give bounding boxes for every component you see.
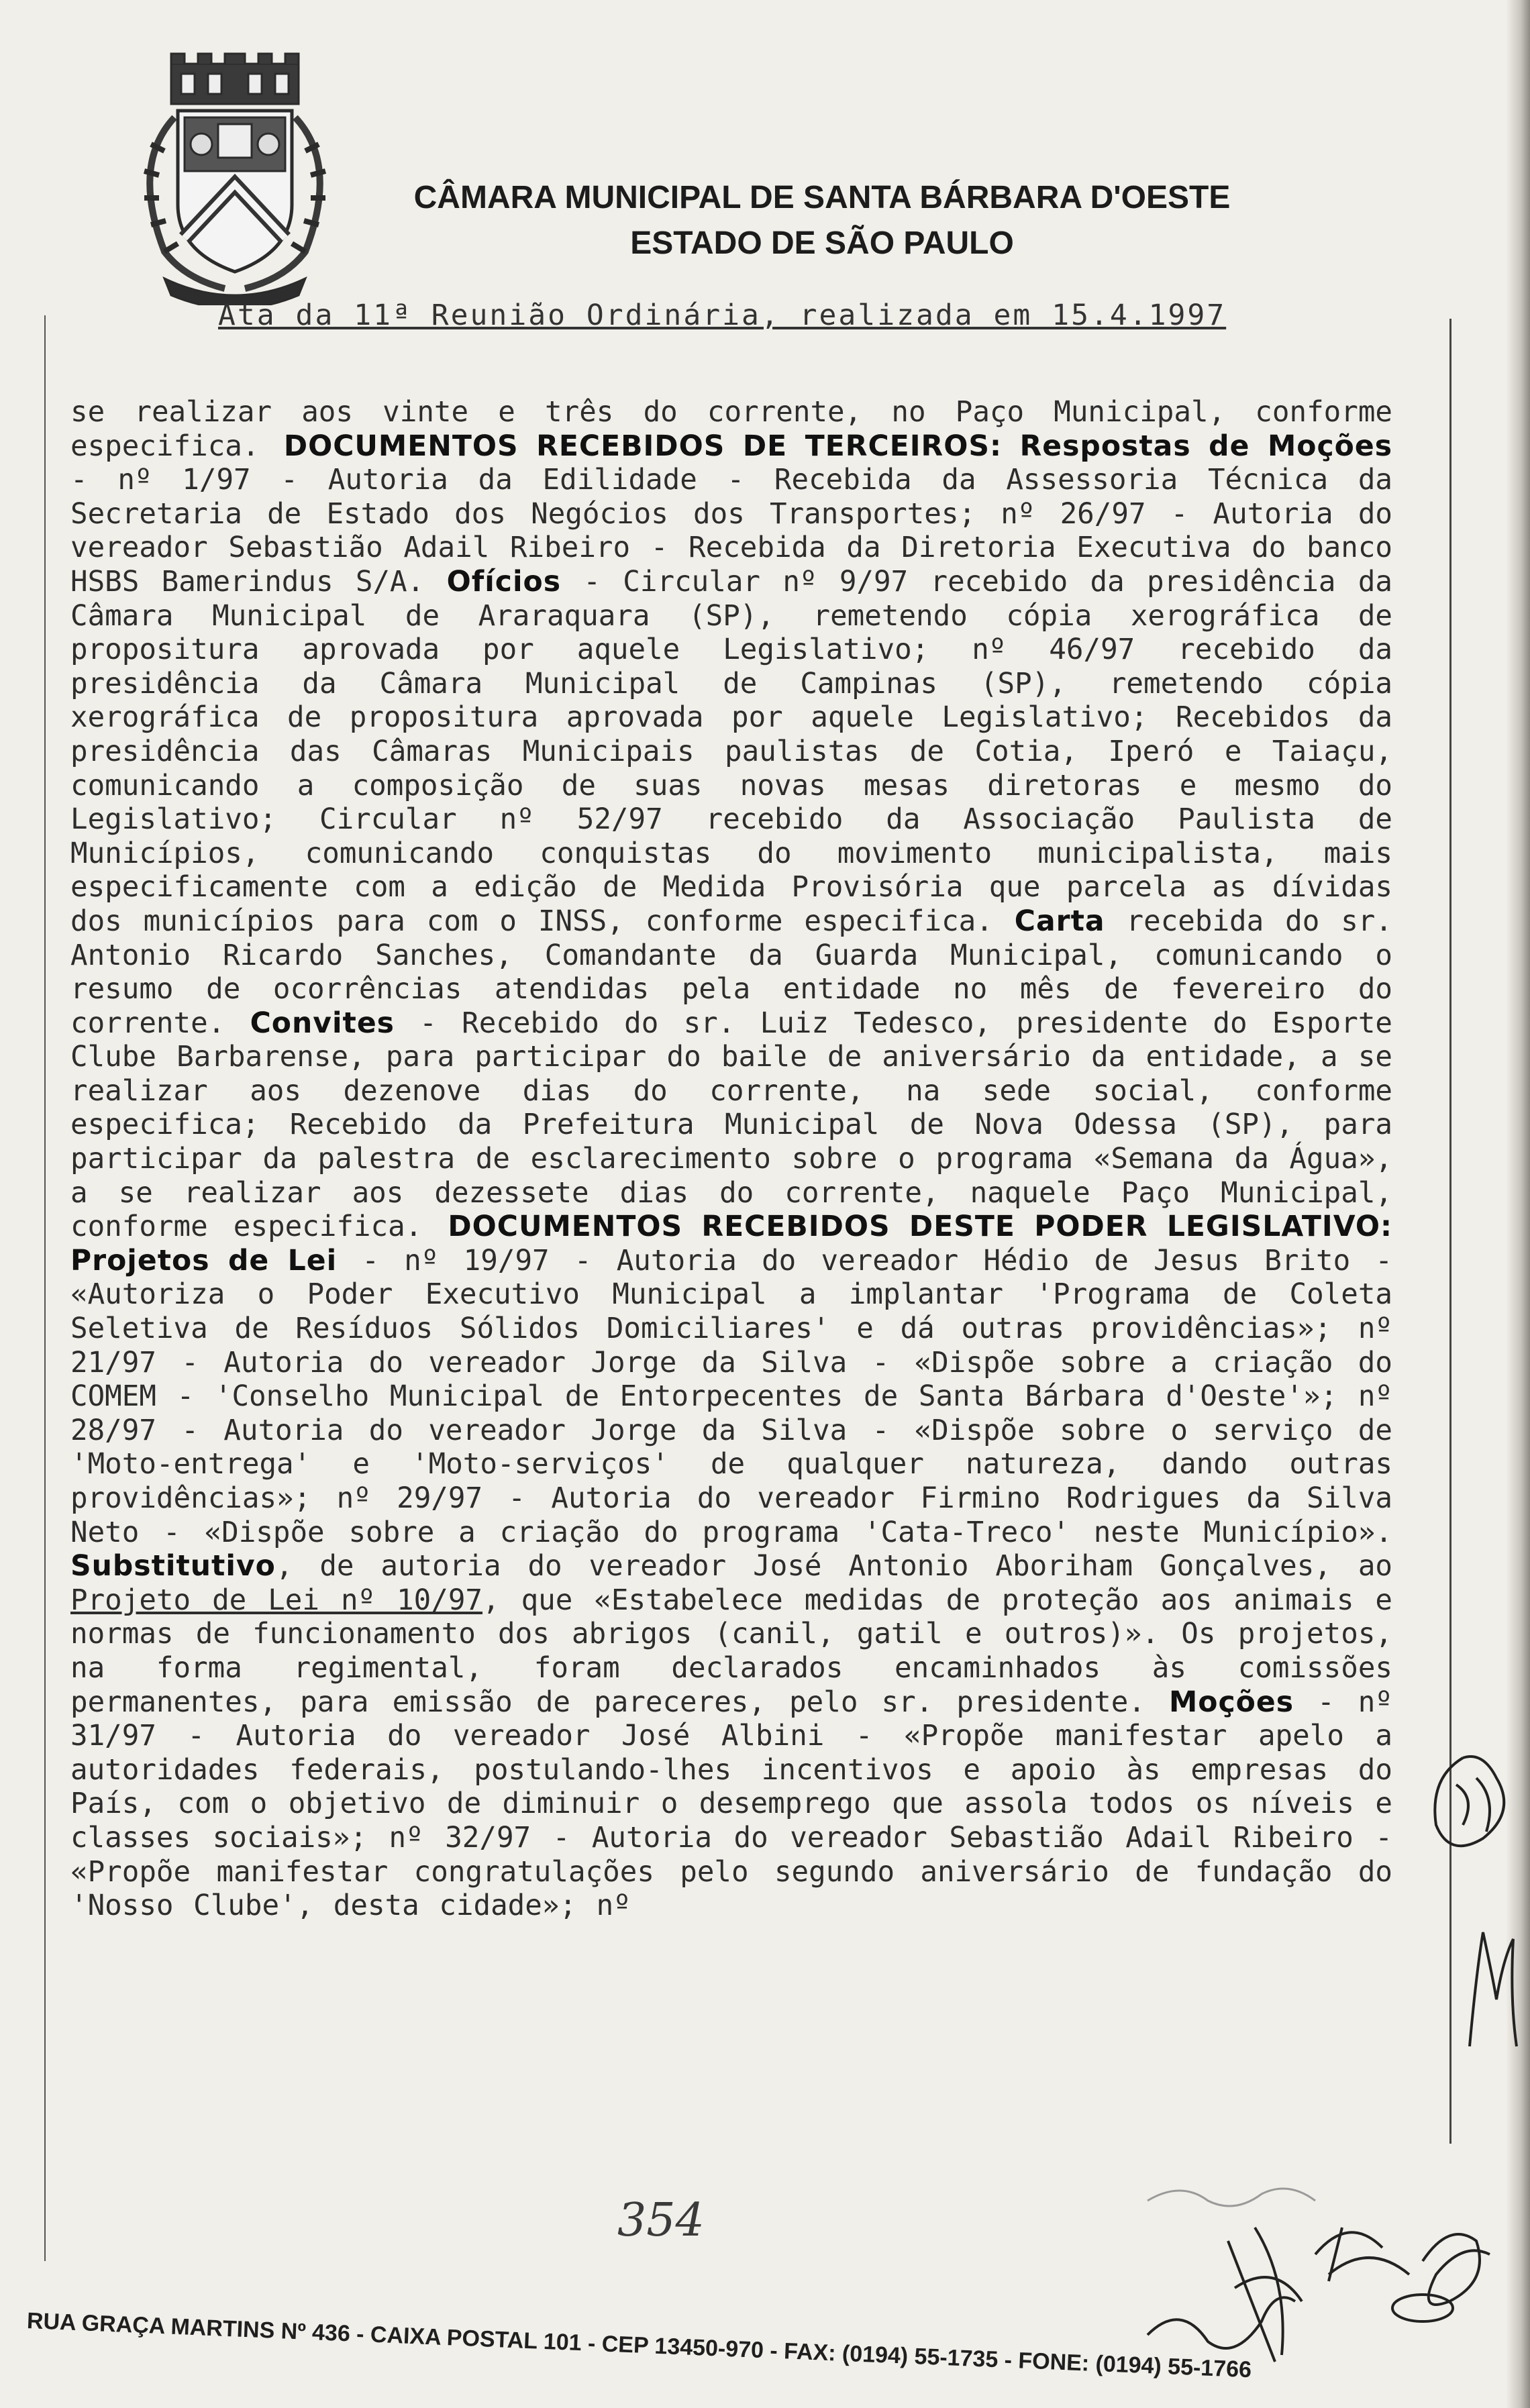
section-heading: DOCUMENTOS RECEBIDOS DESTE PODER LEGISLATIVO: Projetos de Lei <box>70 1210 1392 1277</box>
body-text: - Recebido do sr. Luiz Tedesco, presidente do Esporte Clube Barbarense, para participar do baile de aniversário da entidade, a se realizar aos dezenove dias do corrente, na sede social, conforme especifica; Recebido da Prefeitura Municipal de Nova Odessa (SP), para participar da palestra de esclarecimento sobre o programa «Semana da Água», a se realizar aos dezessete dias do corrente, naquele Paço Municipal, conforme especifica. <box>70 1006 1392 1244</box>
body-text: , de autoria do vereador José Antonio Aboriham Gonçalves, ao <box>275 1550 1392 1583</box>
section-heading: Substitutivo <box>70 1550 276 1583</box>
body-text: - nº 19/97 - Autoria do vereador Hédio de Jesus Brito - «Autoriza o Poder Executivo Municipal a implantar 'Programa de Coleta Seletiva de Resíduos Sólidos Domiciliares' e dá outras providências»; nº 21/97 - Autoria do vereador Jorge da Silva - «Dispõe sobre a criação do COMEM - 'Conselho Municipal de Entorpecentes de Santa Bárbara d'Oeste'»; nº 28/97 - Autoria do vereador Jorge da Silva - «Dispõe sobre o serviço de 'Moto-entrega' e 'Moto-serviços' de qualquer natureza, dando outras providências»; nº 29/97 - Autoria do vereador Firmino Rodrigues da Silva Neto - «Dispõe sobre a criação do programa 'Cata-Treco' neste Município». <box>70 1244 1393 1549</box>
letterhead <box>403 178 1241 264</box>
body-text: - nº 1/97 - Autoria da Edilidade - Recebida da Assessoria Técnica da Secretaria de Estado dos Negócios dos Transportes; nº 26/97 - Autoria do vereador Sebastião Adail Ribeiro - Recebida da Diretoria Executiva do banco HSBS Bamerindus S/A. <box>70 464 1392 598</box>
body-text: , que «Estabelece medidas de proteção aos animais e normas de funcionamento dos abrigos (canil, gatil e outros)». Os projetos, na forma regimental, foram declarados encaminhados às comissões permanentes, para emissão de pareceres, pelo sr. presidente. <box>70 1583 1392 1719</box>
footer-address: RUA GRAÇA MARTINS Nº 436 - CAIXA POSTAL 101 - CEP 13450-970 - FAX: (0194) 55-1735 - FONE: (0194) 55-1766 <box>26 2308 1252 2383</box>
handwritten-page-number: 354 <box>617 2194 705 2247</box>
section-heading: Moções <box>1168 1685 1294 1719</box>
signature-initial-2 <box>1456 1919 1523 2053</box>
body-text: se realizar aos vinte e três do corrente, no Paço Municipal, conforme especifica. <box>70 396 1392 463</box>
institution-name: CÂMARA MUNICIPAL DE SANTA BÁRBARA D'OESTE <box>413 180 1231 215</box>
section-heading: Carta <box>1014 904 1105 938</box>
signature-initial-1 <box>1423 1738 1523 1872</box>
state-name: ESTADO DE SÃO PAULO <box>630 225 1014 261</box>
section-heading: Ofícios <box>446 565 562 598</box>
body-text: - Circular nº 9/97 recebido da presidência da Câmara Municipal de Araraquara (SP), remetendo cópia xerográfica de propositura aprovada por aquele Legislativo; nº 46/97 recebido da presidência da Câmara Municipal de Campinas (SP), remetendo cópia xerográfica de propositura aprovada por aquele Legislativo; Recebidos da presidência das Câmaras Municipais paulistas de Cotia, Iperó e Taiaçu, comunicando a composição de suas novas mesas diretoras e mesmo do Legislativo; Circular nº 52/97 recebido da Associação Paulista de Municípios, comunicando conquistas do movimento municipalista, mais especificamente com a edição de Medida Provisória que parcela as dívidas dos municípios para com o INSS, conforme especifica. <box>70 565 1392 938</box>
minutes-body <box>70 396 1392 1924</box>
body-text: recebida do sr. Antonio Ricardo Sanches, Comandante da Guarda Municipal, comunicando o resumo de ocorrências atendidas pela entidade no mês de fevereiro do corrente. <box>70 904 1392 1040</box>
meeting-title: Ata da 11ª Reunião Ordinária, realizada em 15.4.1997 <box>218 299 1227 332</box>
body-text: - nº 31/97 - Autoria do vereador José Albini - «Propõe manifestar apelo a autoridades federais, postulando-lhes incentivos e apoio às empresas do País, com o objetivo de diminuir o desemprego que assola todos os níveis e classes sociais»; nº 32/97 - Autoria do vereador Sebastião Adail Ribeiro - «Propõe manifestar congratulações pelo segundo aniversário de fundação do 'Nosso Clube', desta cidade»; nº <box>70 1685 1392 1923</box>
faint-stamp-signature <box>1141 2174 1356 2214</box>
section-heading: Convites <box>250 1006 395 1040</box>
signatures-cluster <box>1127 2201 1503 2368</box>
section-heading: DOCUMENTOS RECEBIDOS DE TERCEIROS: Respostas de Moções <box>283 429 1392 463</box>
underlined-reference: Projeto de Lei nº 10/97 <box>70 1583 483 1617</box>
coat-of-arms-seal <box>124 50 346 305</box>
left-margin-rule <box>44 315 46 2261</box>
